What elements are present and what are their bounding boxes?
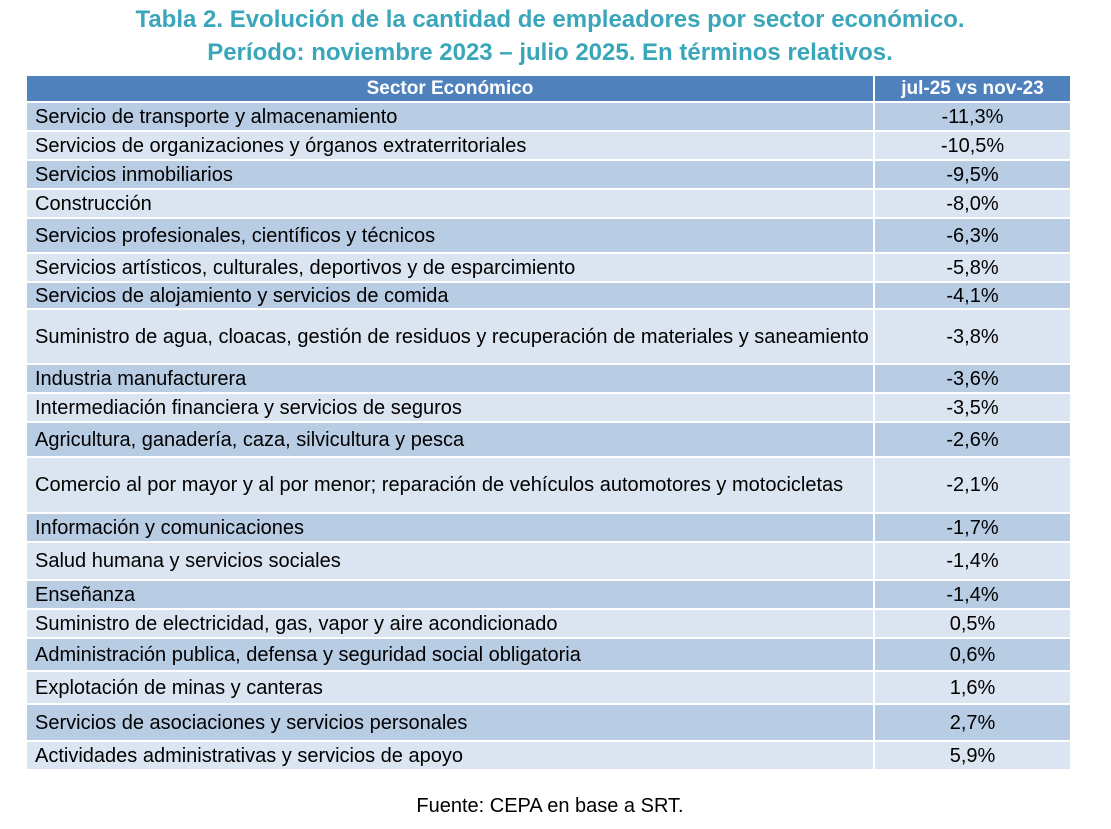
value-cell: -2,6% [874,422,1071,457]
table-row [27,253,1071,282]
sector-cell: Actividades administrativas y servicios de apoyo [27,741,874,770]
title-line-2: Período: noviembre 2023 – julio 2025. En términos relativos. [207,39,893,66]
table-row [27,542,1071,580]
table-row [27,513,1071,542]
table-row [27,741,1071,770]
value-cell: 2,7% [874,704,1071,741]
sector-cell: Servicios profesionales, científicos y técnicos [27,218,874,253]
sector-cell: Suministro de electricidad, gas, vapor y aire acondicionado [27,609,874,638]
table-row [27,282,1071,309]
sector-cell: Administración publica, defensa y seguridad social obligatoria [27,638,874,671]
table-header-row [27,76,1071,102]
sector-cell: Construcción [27,189,874,218]
value-cell: 5,9% [874,741,1071,770]
table-row [27,218,1071,253]
header-sector: Sector Económico [27,76,874,102]
sector-cell: Servicios artísticos, culturales, deportivos y de esparcimiento [27,253,874,282]
sector-cell: Salud humana y servicios sociales [27,542,874,580]
header-variation: jul-25 vs nov-23 [874,76,1071,102]
table-row [27,131,1071,160]
sector-cell: Servicios de organizaciones y órganos extraterritoriales [27,131,874,160]
table-row [27,671,1071,704]
value-cell: -3,5% [874,393,1071,422]
sector-cell: Servicios de alojamiento y servicios de comida [27,282,874,309]
table-title [0,3,1100,69]
value-cell: -8,0% [874,189,1071,218]
title-line-1: Tabla 2. Evolución de la cantidad de empleadores por sector económico. [135,6,965,33]
value-cell: 1,6% [874,671,1071,704]
table-row [27,704,1071,741]
value-cell: -1,7% [874,513,1071,542]
value-cell: -2,1% [874,457,1071,513]
table-row [27,393,1071,422]
sector-cell: Suministro de agua, cloacas, gestión de residuos y recuperación de materiales y saneamiento [27,309,874,364]
employers-table [27,76,1072,771]
sector-cell: Información y comunicaciones [27,513,874,542]
sector-cell: Comercio al por mayor y al por menor; reparación de vehículos automotores y motocicletas [27,457,874,513]
table-row [27,580,1071,609]
value-cell: -3,8% [874,309,1071,364]
source-note: Fuente: CEPA en base a SRT. [416,795,684,817]
sector-cell: Enseñanza [27,580,874,609]
sector-cell: Servicios inmobiliarios [27,160,874,189]
table-row [27,160,1071,189]
sector-cell: Servicios de asociaciones y servicios personales [27,704,874,741]
table-row [27,457,1071,513]
sector-cell: Industria manufacturera [27,364,874,393]
table-row [27,102,1071,131]
value-cell: 0,5% [874,609,1071,638]
table-row [27,638,1071,671]
value-cell: -1,4% [874,542,1071,580]
value-cell: -1,4% [874,580,1071,609]
table-row [27,309,1071,364]
value-cell: -3,6% [874,364,1071,393]
value-cell: -10,5% [874,131,1071,160]
value-cell: 0,6% [874,638,1071,671]
sector-cell: Explotación de minas y canteras [27,671,874,704]
sector-cell: Agricultura, ganadería, caza, silvicultura y pesca [27,422,874,457]
value-cell: -6,3% [874,218,1071,253]
table-row [27,609,1071,638]
table-row [27,189,1071,218]
table-row [27,422,1071,457]
value-cell: -4,1% [874,282,1071,309]
value-cell: -11,3% [874,102,1071,131]
value-cell: -5,8% [874,253,1071,282]
value-cell: -9,5% [874,160,1071,189]
sector-cell: Servicio de transporte y almacenamiento [27,102,874,131]
table-row [27,364,1071,393]
sector-cell: Intermediación financiera y servicios de seguros [27,393,874,422]
